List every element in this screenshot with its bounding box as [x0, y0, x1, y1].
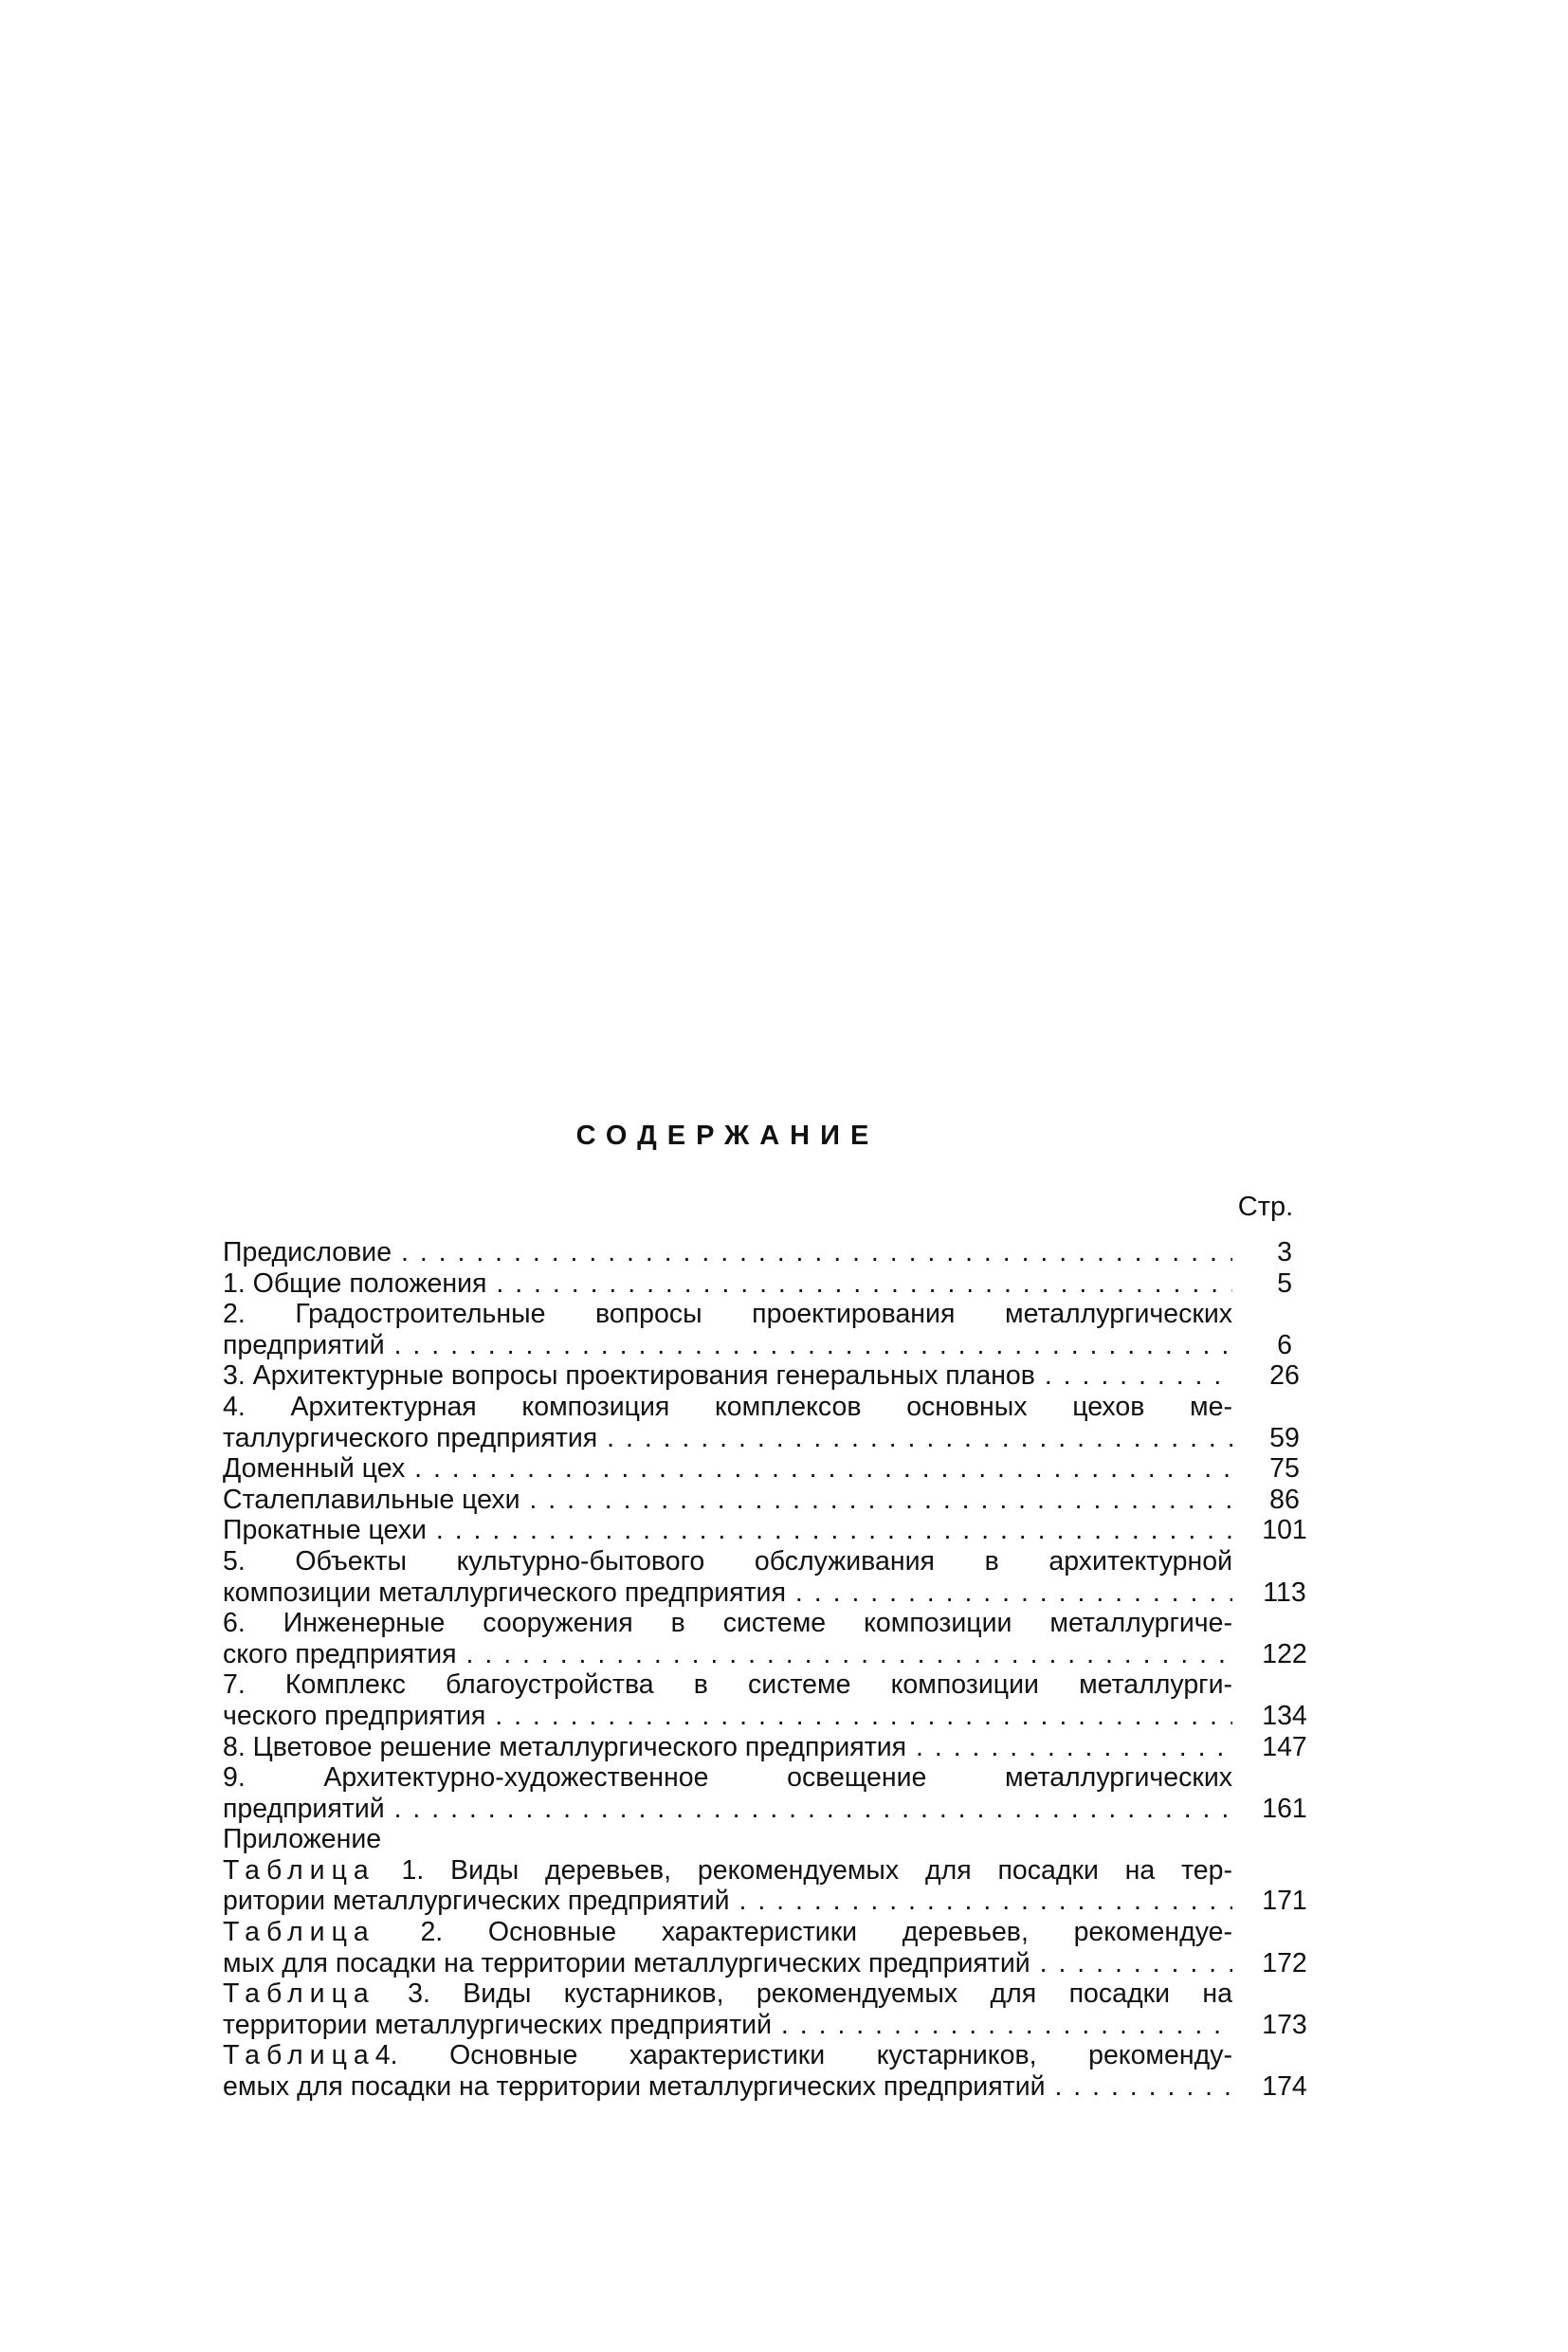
toc-entry-title-continued: ческого предприятия . . . [223, 1701, 1232, 1732]
toc-entry[interactable] [223, 1485, 1337, 1516]
toc-title: СОДЕРЖАНИЕ [575, 1121, 880, 1151]
toc-entry[interactable] [223, 1732, 1337, 1763]
toc-entry-title-rest: 2. Основные характеристики деревьев, рекомендуе- [374, 1917, 1232, 1948]
toc-entry-title: 4. Архитектурная композиция комплексов основных цехов ме- [223, 1391, 1232, 1422]
toc-list [223, 1237, 1337, 2103]
toc-entry-title-rest: 1. Виды деревьев, рекомендуемых для посадки на тер- [374, 1854, 1232, 1886]
toc-entry-page: 113 [1263, 1577, 1306, 1608]
toc-entry-page: 59 [1269, 1422, 1300, 1453]
toc-entry-page: 26 [1269, 1360, 1300, 1392]
toc-entry-text: 3. Архитектурные вопросы проектирования генеральных планов . . . [223, 1360, 1232, 1392]
toc-entry-title: 7. Комплекс благоустройства в системе композиции металлурги- [223, 1669, 1232, 1701]
toc-entry-title-continued: мых для посадки на территории металлургических предприятий . . . [223, 1948, 1232, 1979]
toc-entry-title [223, 2040, 1232, 2071]
toc-entry-text [223, 1855, 1232, 1917]
toc-entry-title-continued: таллургического предприятия . . . [223, 1423, 1232, 1454]
toc-entry[interactable] [223, 1360, 1337, 1392]
toc-entry[interactable] [223, 1268, 1337, 1300]
toc-entry[interactable] [223, 1608, 1337, 1669]
toc-entry-title [223, 1855, 1232, 1887]
toc-entry-text [223, 1917, 1232, 1978]
toc-entry[interactable] [223, 1762, 1337, 1824]
toc-entry-text: Доменный цех . . . [223, 1453, 1232, 1485]
toc-entry-text [223, 1608, 1232, 1669]
toc-entry-title: 6. Инженерные сооружения в системе композиции металлургиче- [223, 1608, 1232, 1639]
toc-entry-text: 1. Общие положения . . . [223, 1268, 1232, 1300]
toc-entry-title-continued: предприятий . . . [223, 1330, 1232, 1361]
table-label: Таблица [223, 1854, 375, 1886]
toc-entry-page: 147 [1262, 1731, 1307, 1762]
toc-entry-title-continued: композиции металлургического предприятия . . . [223, 1577, 1232, 1609]
toc-entry-text [223, 1978, 1232, 2040]
toc-entry-page: 3 [1277, 1237, 1292, 1267]
toc-entry-text [223, 2040, 1232, 2102]
toc-entry-text [223, 1762, 1232, 1824]
toc-entry-page: 122 [1262, 1638, 1307, 1669]
toc-entry-page: 174 [1262, 2071, 1307, 2103]
toc-entry[interactable] [223, 1855, 1337, 1917]
toc-entry-page: 134 [1262, 1700, 1307, 1731]
table-label: Таблица [223, 2040, 375, 2071]
page-column-header: Стр. [1237, 1192, 1294, 1222]
toc-entry[interactable] [223, 1237, 1337, 1268]
toc-entry-title-continued: предприятий . . . [223, 1794, 1232, 1825]
table-label: Таблица [223, 1917, 375, 1948]
toc-entry-text: 8. Цветовое решение металлургического предприятия . . . [223, 1732, 1232, 1763]
toc-entry-title-continued: ского предприятия . . . [223, 1639, 1232, 1670]
toc-entry[interactable] [223, 2040, 1337, 2102]
toc-entry-title [223, 1978, 1232, 2010]
toc-entry-text [223, 1546, 1232, 1608]
toc-entry[interactable] [223, 1978, 1337, 2040]
toc-entry[interactable] [223, 1917, 1337, 1978]
toc-entry-page: 5 [1277, 1267, 1292, 1299]
toc-entry-title-continued: ритории металлургических предприятий . . . [223, 1886, 1232, 1917]
toc-entry-page: 6 [1277, 1329, 1292, 1360]
toc-entry[interactable] [223, 1299, 1337, 1360]
toc-entry-text [223, 1669, 1232, 1731]
toc-entry-text [223, 1299, 1232, 1360]
toc-entry-text: Предисловие . . . [223, 1237, 1232, 1268]
toc-section-heading[interactable] [223, 1824, 1337, 1855]
toc-entry-page: 171 [1262, 1886, 1307, 1917]
toc-entry[interactable] [223, 1515, 1337, 1546]
toc-entry-text: Прокатные цехи . . . [223, 1515, 1232, 1546]
toc-entry-page: 101 [1262, 1515, 1307, 1546]
toc-entry-title [223, 1917, 1232, 1948]
toc-entry-title-rest: 3. Виды кустарников, рекомендуемых для посадки на [374, 1978, 1232, 2010]
toc-entry-title: 2. Градостроительные вопросы проектирования металлургических [223, 1299, 1232, 1330]
toc-entry-title-continued: емых для посадки на территории металлургических предприятий . . . [223, 2071, 1232, 2103]
toc-entry[interactable] [223, 1669, 1337, 1731]
toc-entry[interactable] [223, 1453, 1337, 1485]
toc-entry-text: Сталеплавильные цехи . . . [223, 1485, 1232, 1516]
toc-entry-text [223, 1392, 1232, 1453]
toc-entry[interactable] [223, 1392, 1337, 1453]
toc-entry-title-rest: 4. Основные характеристики кустарников, рекоменду- [374, 2040, 1232, 2071]
toc-entry-title: 9. Архитектурно-художественное освещение металлургических [223, 1762, 1232, 1794]
toc-entry-page: 75 [1269, 1453, 1300, 1485]
toc-entry-title: 5. Объекты культурно-бытового обслуживания в архитектурной [223, 1545, 1232, 1577]
toc-entry-page: 161 [1262, 1793, 1307, 1824]
toc-entry-page: 172 [1262, 1947, 1307, 1978]
toc-entry[interactable] [223, 1546, 1337, 1608]
toc-entry-title-continued: территории металлургических предприятий . . . [223, 2010, 1232, 2041]
toc-entry-page: 173 [1262, 2009, 1307, 2040]
table-label: Таблица [223, 1978, 375, 2010]
toc-entry-text: Приложение [223, 1824, 382, 1855]
toc-entry-page: 86 [1269, 1484, 1300, 1515]
